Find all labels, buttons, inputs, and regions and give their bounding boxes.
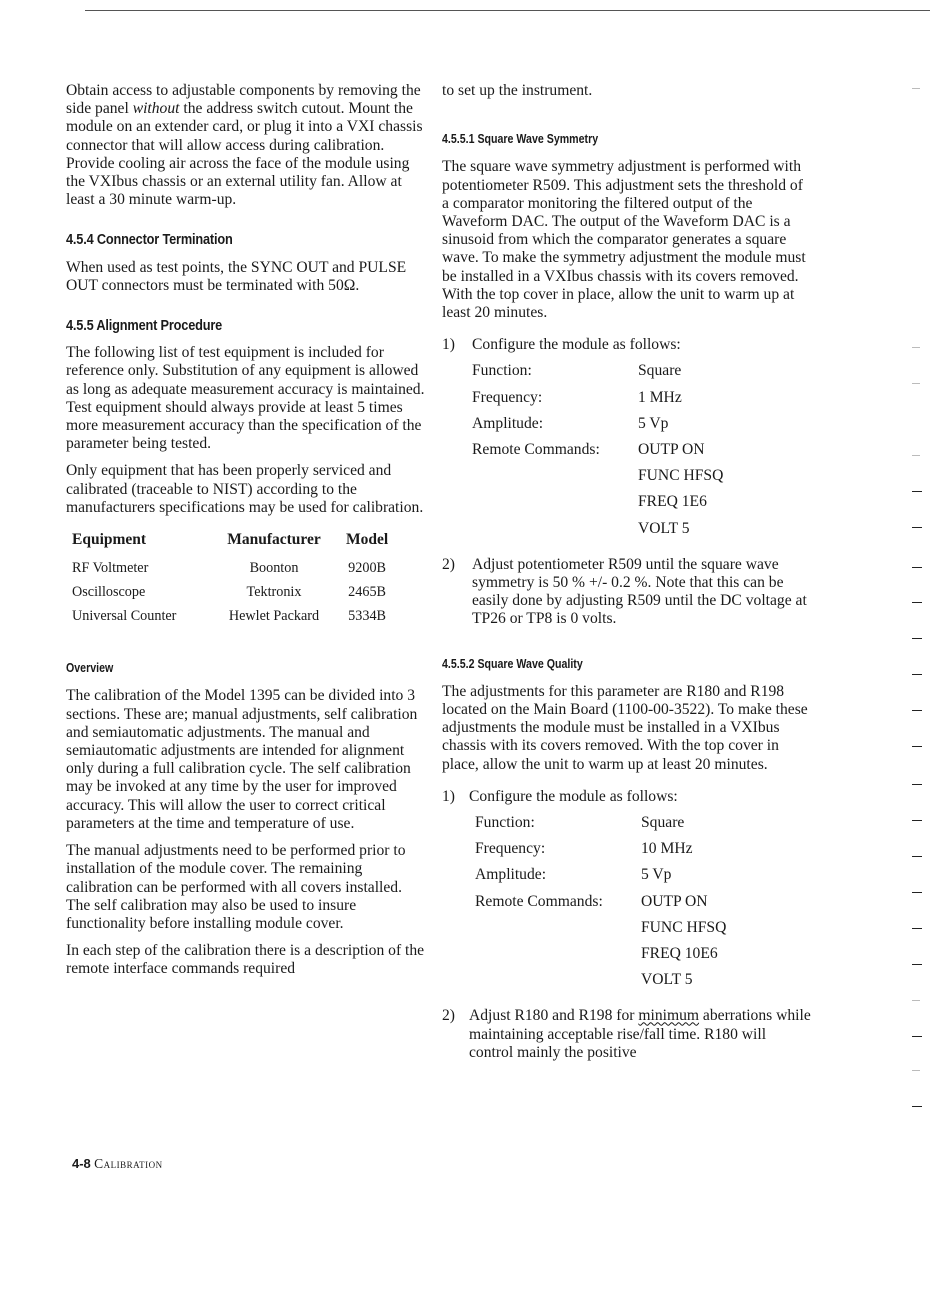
config-key: Frequency: <box>472 388 543 406</box>
config-row <box>475 945 726 971</box>
config-value: OUTP ON <box>638 441 705 458</box>
margin-tick <box>912 820 922 821</box>
heading-alignment-procedure: 4.5.5 Alignment Procedure <box>66 318 223 335</box>
col-header-model: Model <box>346 531 389 549</box>
left-column <box>66 82 428 988</box>
symmetry-paragraph: The square wave symmetry adjustment is performed with potentiometer R509. This adjustment sets the threshold of a comparator monitoring the filtered output of the Waveform DAC. The output of the Waveform DAC is a sinusoid from which the comparator generates a square wave. To make the symmetry adjustment the module must be installed in a VXIbus chassis with its covers removed. With the top cover in place, allow the unit to warm up at least 20 minutes. <box>442 158 806 322</box>
termination-paragraph: When used as test points, the SYNC OUT and PULSE OUT connectors must be terminated with 50Ω. <box>66 258 407 294</box>
config-row <box>472 520 723 546</box>
config-key <box>475 919 641 945</box>
config-row <box>475 893 726 919</box>
config-key: Amplitude: <box>472 414 544 432</box>
overview-paragraph-3: In each step of the calibration there is a description of the remote interface commands required <box>66 942 425 978</box>
step-text: Adjust R180 and R198 for minimum aberrations while maintaining acceptable rise/fall time. R180 will control mainly the positive <box>469 1007 811 1061</box>
config-row <box>472 389 723 415</box>
margin-tick <box>912 1106 922 1107</box>
config-key <box>472 520 638 546</box>
config-key: Amplitude: <box>475 866 547 884</box>
heading-square-wave-quality: 4.5.5.2 Square Wave Quality <box>442 656 583 671</box>
cell-manufacturer: Boonton <box>249 560 299 577</box>
config-value: VOLT 5 <box>641 971 693 989</box>
config-row <box>475 866 726 892</box>
config-key <box>472 467 638 493</box>
cell-model: 2465B <box>348 584 387 601</box>
config-row <box>475 814 726 840</box>
page-footer <box>72 1156 163 1172</box>
continuation-paragraph: to set up the instrument. <box>442 82 593 99</box>
heading-overview: Overview <box>66 661 114 676</box>
config-row <box>475 840 726 866</box>
top-rule <box>85 10 930 11</box>
config-key: Remote Commands: <box>472 441 600 458</box>
table-row <box>72 609 396 633</box>
margin-tick <box>912 347 920 348</box>
symmetry-step-1 <box>442 336 812 354</box>
step-number: 2) <box>442 555 455 573</box>
margin-tick <box>912 455 920 456</box>
config-row <box>472 441 723 467</box>
config-key: Function: <box>475 813 535 831</box>
intro-paragraph: Obtain access to adjustable components by removing the side panel without the address switch cutout. Mount the module on an extender card, or plug it into a VXI chassis connector that will allow access during calibration. Provide cooling air across the face of the module using the VXIbus chassis or an external utility fan. Allow at least a 30 minute warm-up. <box>66 82 423 209</box>
margin-tick <box>912 892 922 893</box>
config-value: FUNC HFSQ <box>641 918 727 936</box>
cell-equipment: Oscilloscope <box>72 584 146 601</box>
symmetry-step-2 <box>442 556 812 629</box>
step-number: 2) <box>442 1007 455 1025</box>
quality-step-1 <box>442 788 812 806</box>
table-row <box>72 561 396 585</box>
page-number: 4-8 <box>72 1156 91 1171</box>
cell-equipment: Universal Counter <box>72 608 177 625</box>
config-row <box>472 493 723 519</box>
step-number: 1) <box>442 787 455 805</box>
cell-manufacturer: Hewlet Packard <box>228 608 320 625</box>
cell-model: 5334B <box>348 608 387 625</box>
quality-config-table <box>475 814 726 997</box>
config-value: 10 MHz <box>641 840 693 858</box>
section-name: Calibration <box>94 1156 163 1171</box>
right-column <box>442 82 812 1068</box>
cell-equipment: RF Voltmeter <box>72 560 149 577</box>
config-row <box>472 415 723 441</box>
config-value: FUNC HFSQ <box>638 467 724 485</box>
margin-tick <box>912 928 922 929</box>
margin-tick <box>912 964 922 965</box>
config-value: Square <box>638 362 682 380</box>
margin-tick <box>912 491 922 492</box>
config-value: FREQ 10E6 <box>641 944 718 962</box>
margin-tick <box>912 856 922 857</box>
margin-tick <box>912 638 922 639</box>
margin-tick <box>912 674 922 675</box>
margin-tick <box>912 1000 920 1001</box>
quality-step-2 <box>442 1007 812 1062</box>
heading-square-wave-symmetry: 4.5.5.1 Square Wave Symmetry <box>442 132 599 147</box>
margin-tick <box>912 710 922 711</box>
config-value: 5 Vp <box>641 866 672 884</box>
config-value: 5 Vp <box>638 414 669 432</box>
config-row <box>475 919 726 945</box>
config-key <box>475 971 641 997</box>
margin-tick <box>912 602 922 603</box>
config-value: Square <box>641 813 685 831</box>
config-key: Function: <box>472 362 532 380</box>
margin-tick <box>912 746 922 747</box>
config-value: VOLT 5 <box>638 519 690 537</box>
config-value: 1 MHz <box>638 388 682 406</box>
heading-connector-termination: 4.5.4 Connector Termination <box>66 232 233 249</box>
equipment-note-paragraph: Only equipment that has been properly serviced and calibrated (traceable to NIST) according to the manufacturers specifications may be used for calibration. <box>66 462 424 516</box>
table-row <box>72 585 396 609</box>
quality-paragraph: The adjustments for this parameter are R180 and R198 located on the Main Board (1100-00-3522). To make these adjustments the module must be installed in a VXIbus chassis with its covers removed. With the top cover in place, allow the unit to warm up at least 20 minutes. <box>442 682 808 773</box>
margin-tick <box>912 1036 922 1037</box>
config-value: OUTP ON <box>641 892 708 910</box>
margin-tick <box>912 527 922 528</box>
equipment-intro-paragraph: The following list of test equipment is included for reference only. Substitution of any equipment is allowed as long as adequate measurement accuracy is maintained. Test equipment should always provide at least 5 times more measurement accuracy than the specification of the parameter being tested. <box>66 344 425 453</box>
config-key: Remote Commands: <box>475 892 603 910</box>
config-row <box>475 971 726 997</box>
table-header-row <box>72 531 396 561</box>
equipment-table <box>72 531 396 633</box>
margin-tick <box>912 1070 920 1071</box>
margin-tick <box>912 784 922 785</box>
config-key <box>475 945 641 971</box>
margin-tick <box>912 383 920 384</box>
cell-manufacturer: Tektronix <box>246 584 302 601</box>
step-text: Configure the module as follows: <box>472 336 681 354</box>
step-text: Adjust potentiometer R509 until the square wave symmetry is 50 % +/- 0.2 %. Note that this can be easily done by adjusting R509 until the DC voltage at TP26 or TP8 is 0 volts. <box>472 555 807 628</box>
config-row <box>472 362 723 388</box>
overview-paragraph-2: The manual adjustments need to be performed prior to installation of the module cover. The remaining calibration can be performed with all covers installed. The self calibration may also be used to insure functionality before installing module cover. <box>66 842 406 932</box>
config-key <box>472 493 638 519</box>
underlined-minimum: minimum <box>638 1007 700 1025</box>
step-text: Configure the module as follows: <box>469 787 678 805</box>
margin-tick <box>912 88 920 89</box>
symmetry-config-table <box>472 362 723 545</box>
config-row <box>472 467 723 493</box>
step-number: 1) <box>442 336 455 354</box>
config-value: FREQ 1E6 <box>638 493 707 511</box>
margin-tick <box>912 567 922 568</box>
cell-model: 9200B <box>348 560 387 577</box>
config-key: Frequency: <box>475 840 546 858</box>
col-header-equipment: Equipment <box>72 531 147 549</box>
col-header-manufacturer: Manufacturer <box>227 531 321 549</box>
overview-paragraph-1: The calibration of the Model 1395 can be divided into 3 sections. These are; manual adjustments, self calibration and semiautomatic adjustments. The manual and semiautomatic adjustments are intended for alignment only during a full calibration cycle. The self calibration may be invoked at any time by the user for improved accuracy. This will allow the user to correct critical parameters at the time and temperature of use. <box>66 687 418 832</box>
